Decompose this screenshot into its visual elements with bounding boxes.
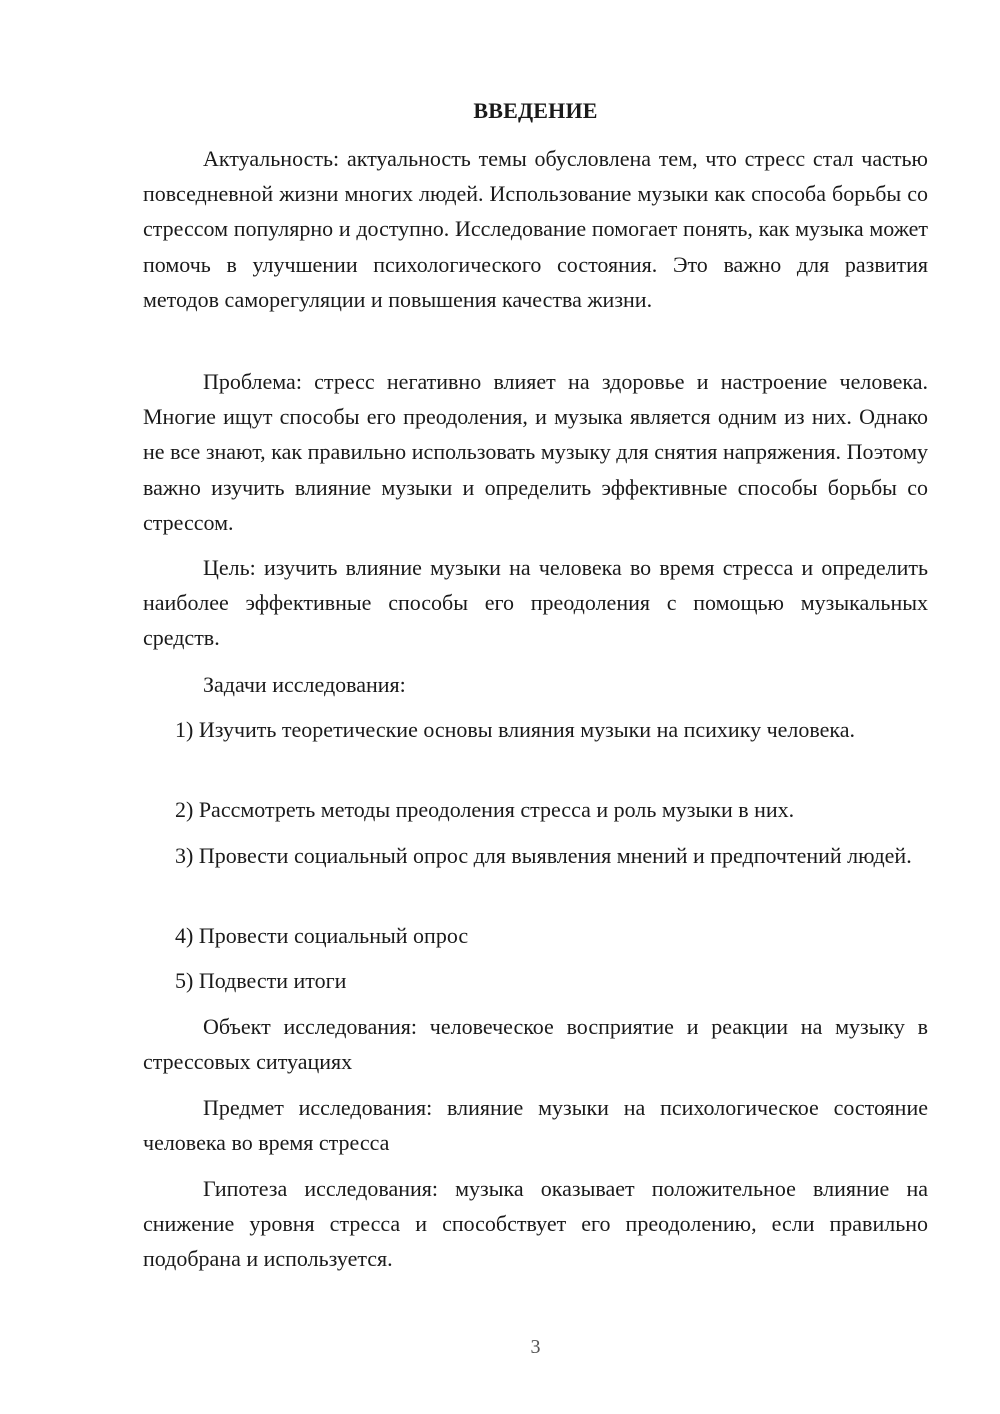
problem-paragraph: Проблема: стресс негативно влияет на здоровье и настроение человека. Многие ищут способы его преодоления, и музыка является одним из них. Однако не все знают, как правильно использовать музыку для снятия напряжения. Поэтому важно изучить влияние музыки и определить эффективные способы борьбы со стрессом. — [143, 369, 928, 535]
goal-paragraph: Цель: изучить влияние музыки на человека во время стресса и определить наиболее эффективные способы его преодоления с помощью музыкальных средств. — [143, 555, 928, 651]
subject-paragraph: Предмет исследования: влияние музыки на психологическое состояние человека во время стресса — [143, 1095, 928, 1156]
object-paragraph: Объект исследования: человеческое восприятие и реакции на музыку в стрессовых ситуациях — [143, 1014, 928, 1075]
hypothesis-paragraph: Гипотеза исследования: музыка оказывает положительное влияние на снижение уровня стресса и способствует его преодолению, если правильно подобрана и используется. — [143, 1176, 928, 1272]
task-item-3: 3) Провести социальный опрос для выявления мнений и предпочтений людей. — [175, 843, 912, 868]
relevance-paragraph: Актуальность: актуальность темы обусловлена тем, что стресс стал частью повседневной жизни многих людей. Использование музыки как способа борьбы со стрессом популярно и доступно. Исследование помогает понять, как музыка может помочь в улучшении психологического состояния. Это важно для развития методов саморегуляции и повышения качества жизни. — [143, 146, 928, 312]
task-item-1: 1) Изучить теоретические основы влияния музыки на психику человека. — [175, 717, 856, 742]
page-title: ВВЕДЕНИЕ — [473, 98, 598, 123]
task-item-5: 5) Подвести итоги — [175, 968, 347, 993]
document-page — [143, 0, 928, 1414]
tasks-heading: Задачи исследования: — [203, 672, 406, 697]
page-number: 3 — [530, 1336, 541, 1358]
task-item-4: 4) Провести социальный опрос — [175, 923, 469, 948]
task-item-2: 2) Рассмотреть методы преодоления стресса и роль музыки в них. — [175, 797, 795, 822]
